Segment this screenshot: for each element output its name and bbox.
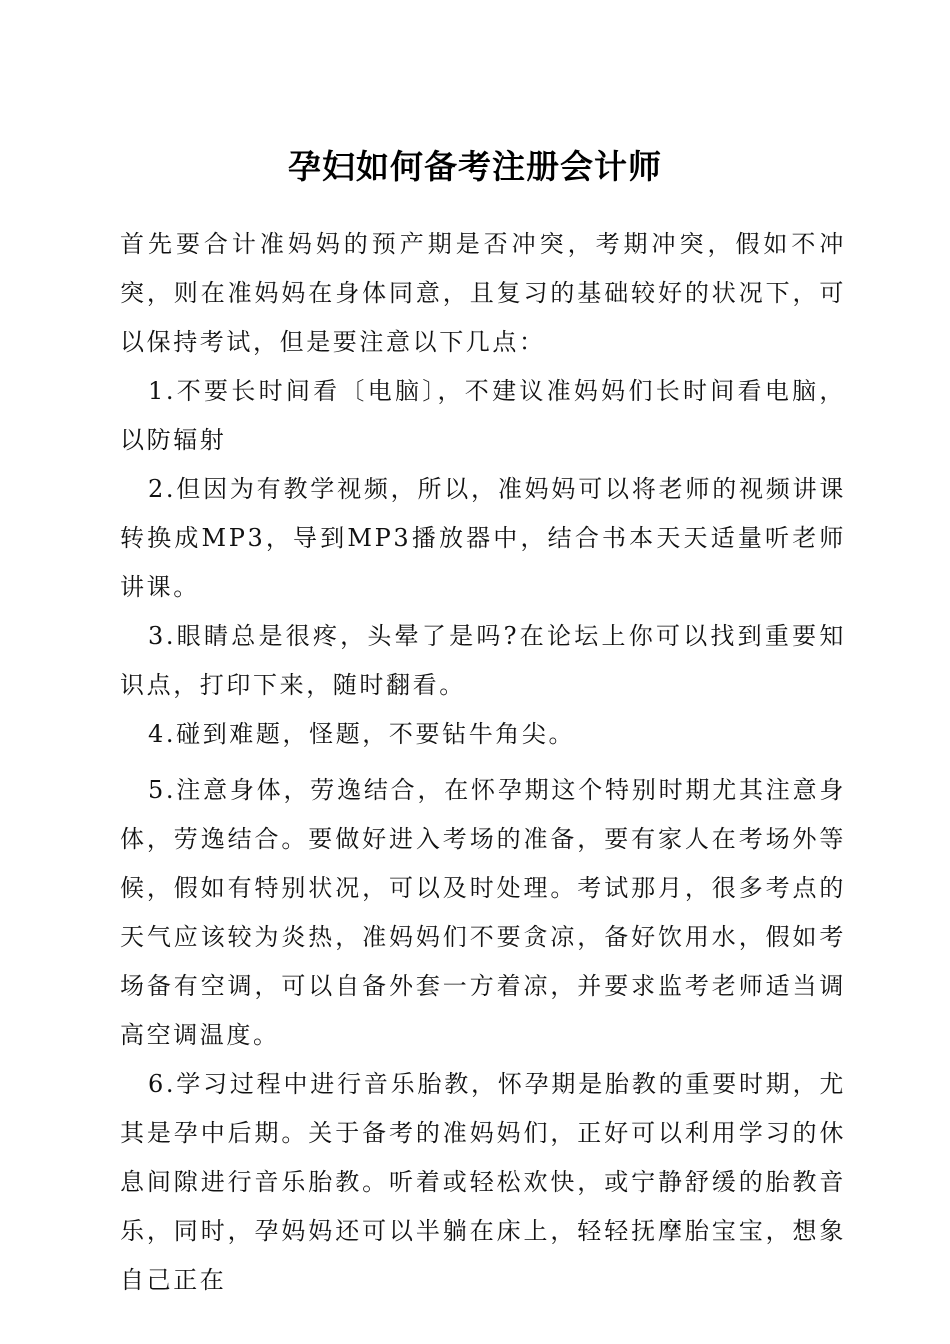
document-body-lower: [120, 766, 846, 1305]
point-6: 6.学习过程中进行音乐胎教，怀孕期是胎教的重要时期，尤其是孕中后期。关于备考的准妈妈们，正好可以利用学习的休息间隙进行音乐胎教。听着或轻松欢快，或宁静舒缓的胎教音乐，同时，孕妈妈还可以半躺在床上，轻轻抚摩胎宝宝，想象自己正在: [120, 1070, 846, 1294]
intro-paragraph: 首先要合计准妈妈的预产期是否冲突，考期冲突，假如不冲突，则在准妈妈在身体同意，且复习的基础较好的状况下，可以保持考试，但是要注意以下几点：: [120, 230, 846, 356]
point-1: 1.不要长时间看〔电脑〕，不建议准妈妈们长时间看电脑，以防辐射: [120, 377, 846, 454]
point-4: 4.碰到难题，怪题，不要钻牛角尖。: [148, 720, 576, 748]
page-title: 孕妇如何备考注册会计师: [288, 147, 662, 186]
document-body-upper: [120, 220, 846, 759]
point-5: 5.注意身体，劳逸结合，在怀孕期这个特别时期尤其注意身体，劳逸结合。要做好进入考场的准备，要有家人在考场外等候，假如有特别状况，可以及时处理。考试那月，很多考点的天气应该较为炎热，准妈妈们不要贪凉，备好饮用水，假如考场备有空调，可以自备外套一方着凉，并要求监考老师适当调高空调温度。: [120, 776, 846, 1049]
point-2: 2.但因为有教学视频，所以，准妈妈可以将老师的视频讲课转换成MP3，导到MP3播放器中，结合书本天天适量听老师讲课。: [120, 475, 846, 601]
point-3: 3.眼睛总是很疼，头晕了是吗?在论坛上你可以找到重要知识点，打印下来，随时翻看。: [120, 622, 846, 699]
